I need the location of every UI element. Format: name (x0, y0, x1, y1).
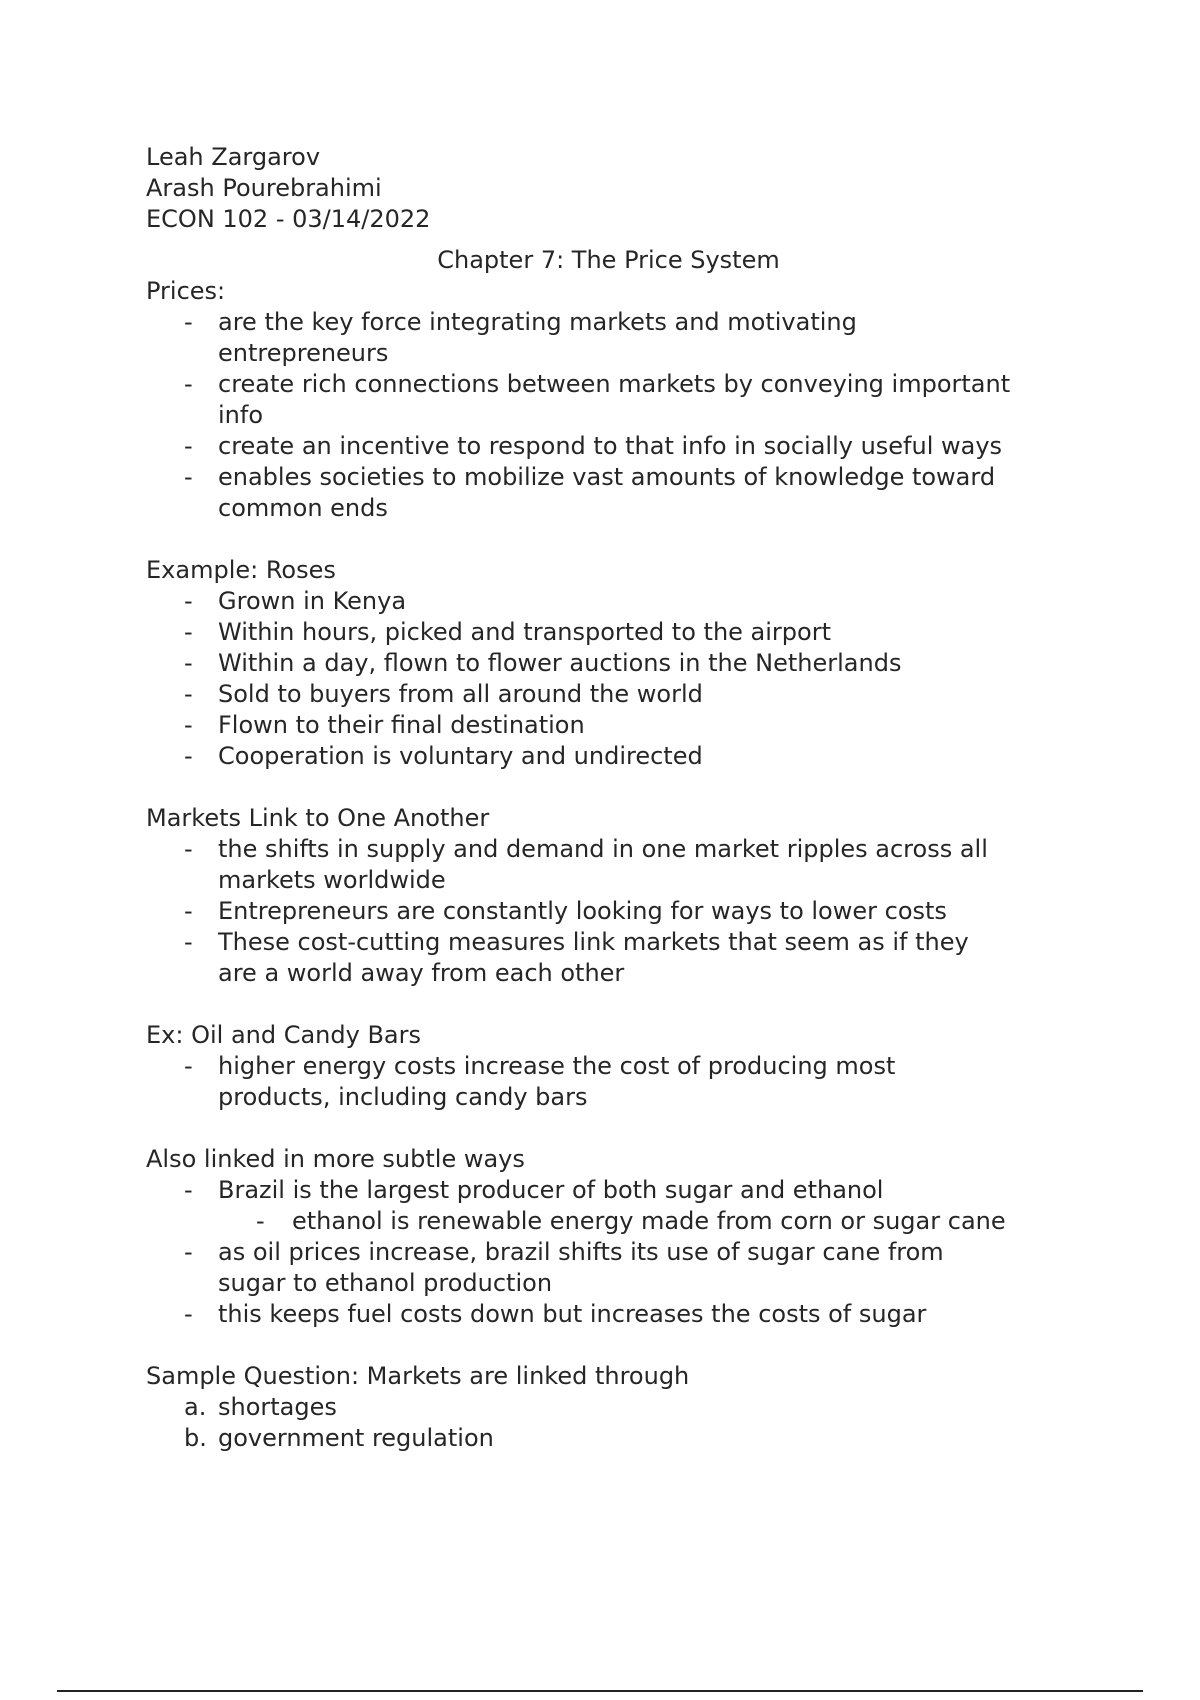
sub-bullet-list (146, 1206, 1014, 1237)
list-item: - These cost-cutting measures link markets that seem as if they are a world away from each other (146, 927, 1014, 989)
author-name: Arash Pourebrahimi (146, 174, 382, 202)
section-heading: Markets Link to One Another (146, 804, 490, 832)
section-heading: Also linked in more subtle ways (146, 1145, 525, 1173)
answer-option (146, 1423, 1086, 1454)
option-text: shortages (218, 1393, 337, 1421)
section-prices (146, 276, 1086, 524)
list-item: - this keeps fuel costs down but increases the costs of sugar (146, 1299, 1014, 1330)
list-item: - Within hours, picked and transported to the airport (146, 617, 1014, 648)
author-name: Leah Zargarov (146, 143, 321, 171)
list-item: - Cooperation is voluntary and undirected (146, 741, 1014, 772)
list-item: - Brazil is the largest producer of both sugar and ethanol (146, 1175, 1014, 1206)
list-subitem: - ethanol is renewable energy made from corn or sugar cane (146, 1206, 1014, 1237)
bullet-list (146, 1175, 1014, 1206)
bullet-list (146, 1051, 1014, 1113)
section-heading: Prices: (146, 277, 226, 305)
header-block (146, 142, 1086, 235)
bullet-list (146, 586, 1014, 772)
list-item: - Sold to buyers from all around the world (146, 679, 1014, 710)
option-marker: a. (184, 1393, 207, 1421)
page-title: Chapter 7: The Price System (437, 246, 780, 274)
answer-option (146, 1392, 1086, 1423)
course-date: ECON 102 - 03/14/2022 (146, 205, 431, 233)
list-item: - are the key force integrating markets and motivating entrepreneurs (146, 307, 1014, 369)
section-markets (146, 803, 1086, 989)
question-text: Sample Question: Markets are linked through (146, 1362, 690, 1390)
section-heading: Example: Roses (146, 556, 336, 584)
section-roses (146, 555, 1086, 772)
section-heading: Ex: Oil and Candy Bars (146, 1021, 422, 1049)
list-item: - the shifts in supply and demand in one market ripples across all markets worldwide (146, 834, 1014, 896)
list-item: - Within a day, flown to flower auctions in the Netherlands (146, 648, 1014, 679)
answer-options (146, 1392, 1086, 1454)
list-item: - enables societies to mobilize vast amounts of knowledge toward common ends (146, 462, 1014, 524)
list-item: - Entrepreneurs are constantly looking for ways to lower costs (146, 896, 1014, 927)
section-sample-question (146, 1361, 1086, 1454)
list-item: - create an incentive to respond to that info in socially useful ways (146, 431, 1014, 462)
list-item: - Grown in Kenya (146, 586, 1014, 617)
list-item: - as oil prices increase, brazil shifts its use of sugar cane from sugar to ethanol production (146, 1237, 1014, 1299)
section-subtle (146, 1144, 1086, 1330)
list-item: - higher energy costs increase the cost of producing most products, including candy bars (146, 1051, 1014, 1113)
bullet-list (146, 1237, 1014, 1330)
page-divider (57, 1690, 1143, 1692)
document-page (146, 142, 1086, 1454)
bullet-list (146, 834, 1014, 989)
option-marker: b. (184, 1424, 207, 1452)
list-item: - create rich connections between markets by conveying important info (146, 369, 1014, 431)
list-item: - Flown to their final destination (146, 710, 1014, 741)
bullet-list (146, 307, 1014, 524)
option-text: government regulation (218, 1424, 494, 1452)
section-oil (146, 1020, 1086, 1113)
